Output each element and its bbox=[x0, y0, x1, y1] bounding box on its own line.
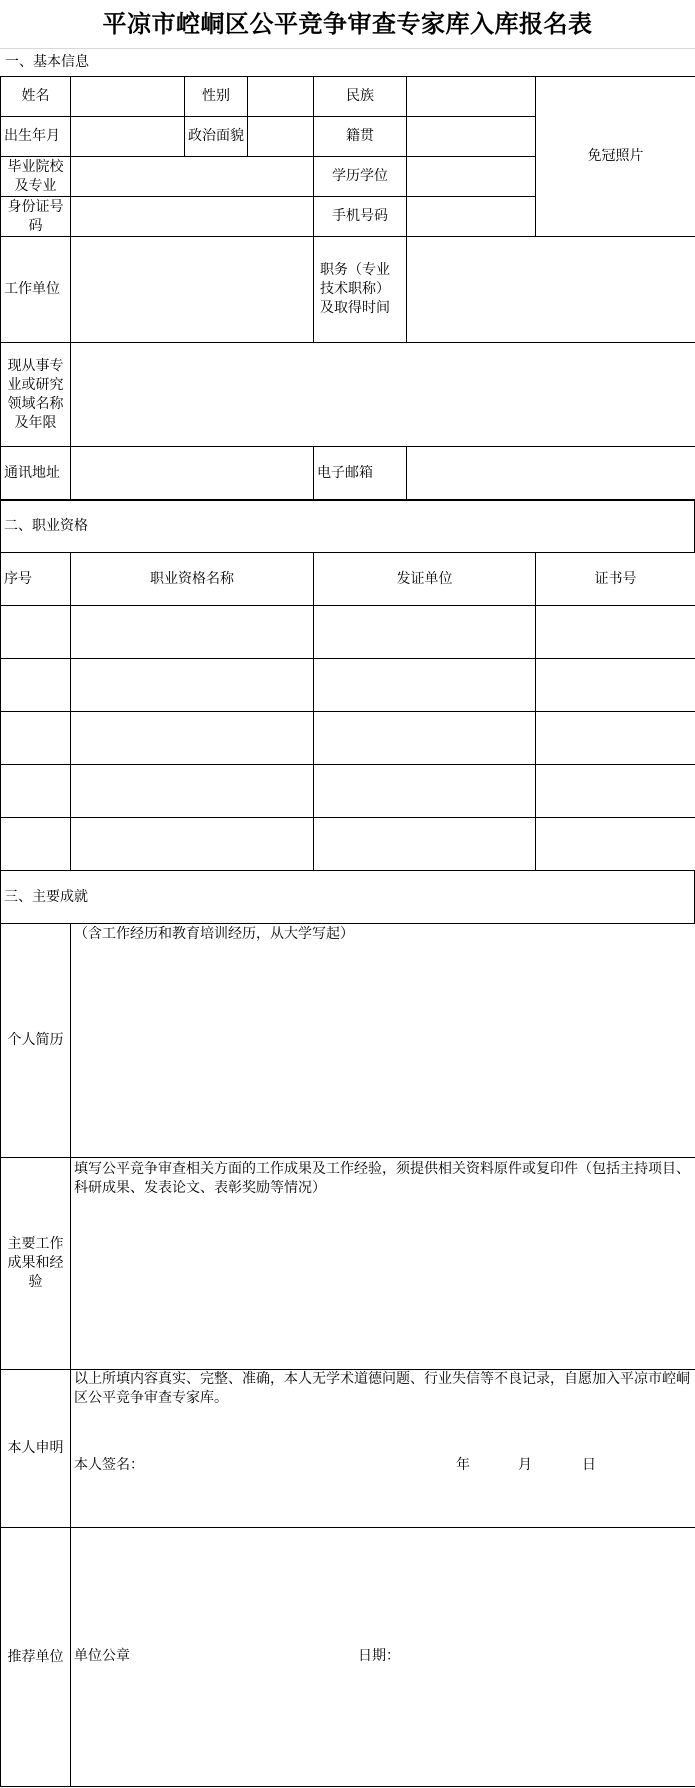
form-title: 平凉市崆峒区公平竞争审查专家库入库报名表 bbox=[102, 9, 593, 38]
gender-label: 性别 bbox=[185, 77, 248, 117]
achievement-table bbox=[0, 923, 695, 1787]
school-field[interactable] bbox=[71, 157, 314, 197]
cell[interactable] bbox=[1, 712, 71, 765]
cell[interactable] bbox=[536, 818, 695, 871]
email-label: 电子邮箱 bbox=[314, 447, 407, 500]
basic-info-table bbox=[0, 76, 695, 500]
year-label: 年 bbox=[456, 1457, 470, 1473]
header-issuer: 发证单位 bbox=[314, 553, 536, 606]
cell[interactable] bbox=[536, 606, 695, 659]
native-label: 籍贯 bbox=[314, 117, 407, 157]
work-label: 主要工作成果和经验 bbox=[1, 1158, 71, 1370]
cell[interactable] bbox=[536, 712, 695, 765]
education-field[interactable] bbox=[407, 157, 536, 197]
political-label: 政治面貌 bbox=[185, 117, 248, 157]
header-qualification-name: 职业资格名称 bbox=[71, 553, 314, 606]
cell[interactable] bbox=[314, 818, 536, 871]
work-field[interactable] bbox=[71, 1158, 695, 1370]
email-field[interactable] bbox=[407, 447, 695, 500]
seal-label: 单位公章 bbox=[74, 1648, 130, 1664]
address-label: 通讯地址 bbox=[1, 447, 71, 500]
field-field[interactable] bbox=[71, 343, 695, 447]
achievement-section-row bbox=[0, 870, 695, 924]
resume-label: 个人简历 bbox=[1, 924, 71, 1158]
school-label: 毕业院校及专业 bbox=[1, 157, 71, 197]
table-row bbox=[1, 659, 695, 712]
employer-field[interactable] bbox=[71, 237, 314, 343]
position-label: 职务（专业技术职称）及取得时间 bbox=[314, 237, 407, 343]
signature-label: 本人签名： bbox=[74, 1457, 144, 1473]
phone-label: 手机号码 bbox=[314, 197, 407, 237]
id-field[interactable] bbox=[71, 197, 314, 237]
native-field[interactable] bbox=[407, 117, 536, 157]
cell[interactable] bbox=[71, 765, 314, 818]
political-field[interactable] bbox=[248, 117, 314, 157]
qualification-section-row bbox=[0, 500, 695, 553]
table-row bbox=[1, 818, 695, 871]
title-divider bbox=[0, 48, 695, 49]
header-index: 序号 bbox=[1, 553, 71, 606]
cell[interactable] bbox=[1, 606, 71, 659]
cell[interactable] bbox=[1, 765, 71, 818]
statement-text: 以上所填内容真实、完整、准确，本人无学术道德问题、行业失信等不良记录，自愿加入平凉市崆峒区公平竞争审查专家库。 bbox=[74, 1371, 690, 1406]
day-label: 日 bbox=[582, 1457, 596, 1473]
education-label: 学历学位 bbox=[314, 157, 407, 197]
cell[interactable] bbox=[314, 606, 536, 659]
cell[interactable] bbox=[71, 606, 314, 659]
section-qualification: 二、职业资格 bbox=[1, 501, 695, 553]
cell[interactable] bbox=[71, 659, 314, 712]
cell[interactable] bbox=[71, 712, 314, 765]
cell[interactable] bbox=[1, 818, 71, 871]
work-note: 填写公平竞争审查相关方面的工作成果及工作经验，须提供相关资料原件或复印件（包括主持项目、科研成果、发表论文、表彰奖励等情况） bbox=[74, 1161, 690, 1196]
header-certificate-no: 证书号 bbox=[536, 553, 695, 606]
cell[interactable] bbox=[1, 659, 71, 712]
cell[interactable] bbox=[536, 659, 695, 712]
table-row bbox=[1, 765, 695, 818]
employer-label: 工作单位 bbox=[1, 237, 71, 343]
ethnicity-field[interactable] bbox=[407, 77, 536, 117]
ethnicity-label: 民族 bbox=[314, 77, 407, 117]
id-label: 身份证号码 bbox=[1, 197, 71, 237]
recommend-row bbox=[74, 1647, 692, 1667]
month-label: 月 bbox=[518, 1457, 532, 1473]
cell[interactable] bbox=[71, 818, 314, 871]
cell[interactable] bbox=[314, 765, 536, 818]
gender-field[interactable] bbox=[248, 77, 314, 117]
recommend-label: 推荐单位 bbox=[1, 1528, 71, 1787]
field-label: 现从事专业或研究领域名称及年限 bbox=[1, 343, 71, 447]
statement-label: 本人申明 bbox=[1, 1370, 71, 1528]
name-field[interactable] bbox=[71, 77, 185, 117]
qualification-table bbox=[0, 552, 695, 871]
resume-note: （含工作经历和教育培训经历，从大学写起） bbox=[74, 926, 354, 942]
address-field[interactable] bbox=[71, 447, 314, 500]
recommend-field[interactable] bbox=[71, 1528, 695, 1787]
statement-field bbox=[71, 1370, 695, 1528]
cell[interactable] bbox=[314, 659, 536, 712]
name-label: 姓名 bbox=[1, 77, 71, 117]
cell[interactable] bbox=[314, 712, 536, 765]
date-label: 日期： bbox=[358, 1648, 400, 1664]
table-row bbox=[1, 606, 695, 659]
cell[interactable] bbox=[536, 765, 695, 818]
resume-field[interactable] bbox=[71, 924, 695, 1158]
section-achievement: 三、主要成就 bbox=[1, 871, 695, 924]
table-row bbox=[1, 712, 695, 765]
position-field[interactable] bbox=[407, 237, 695, 343]
photo-cell[interactable]: 免冠照片 bbox=[536, 77, 695, 237]
birth-field[interactable] bbox=[71, 117, 185, 157]
birth-label: 出生年月 bbox=[1, 117, 71, 157]
section-basic-info: 一、基本信息 bbox=[5, 54, 89, 70]
signature-row bbox=[74, 1456, 692, 1476]
phone-field[interactable] bbox=[407, 197, 536, 237]
